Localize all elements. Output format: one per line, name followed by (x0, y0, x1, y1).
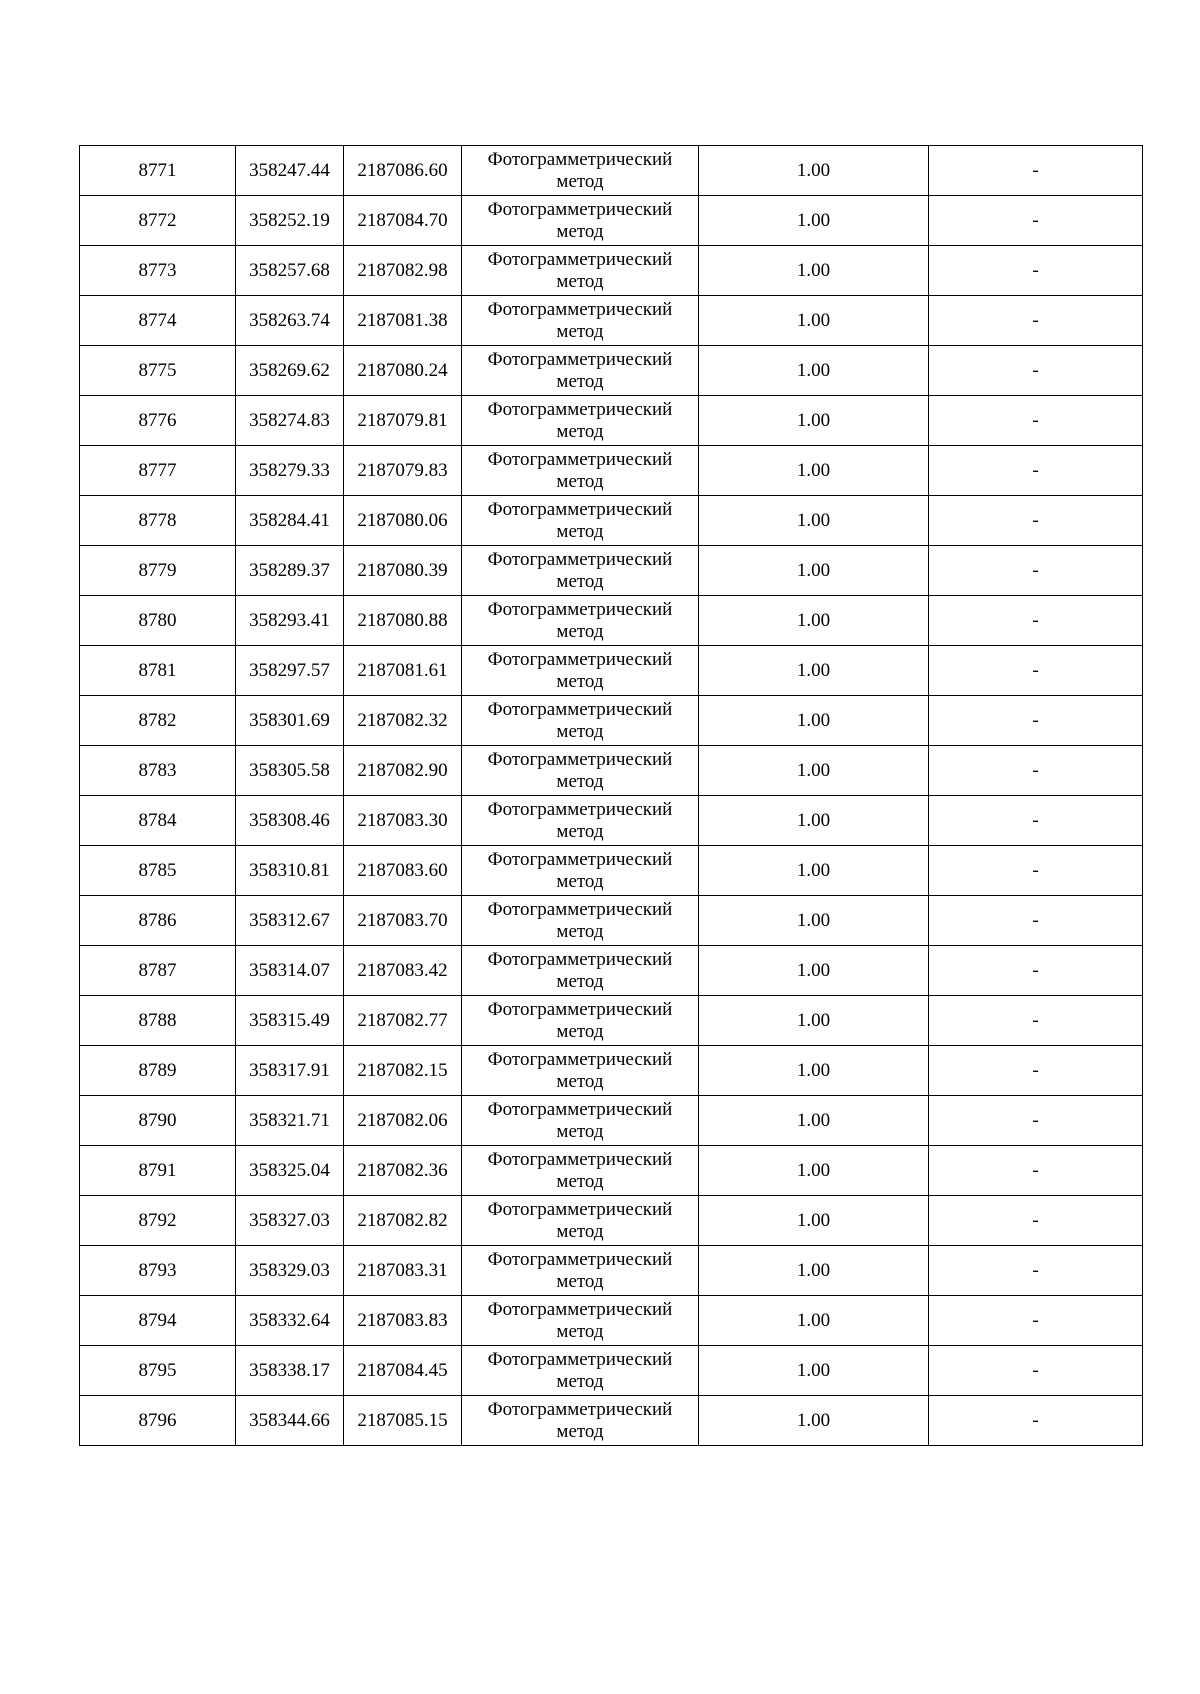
method-name: Фотограмметрический (487, 1248, 673, 1270)
table-row (80, 146, 1143, 196)
y-coordinate-cell: 2187082.98 (344, 246, 462, 296)
note-cell: - (929, 696, 1143, 746)
y-coordinate-cell: 2187083.30 (344, 796, 462, 846)
x-coordinate-cell: 358293.41 (236, 596, 344, 646)
coordinates-table (79, 145, 1143, 1446)
x-coordinate-cell: 358247.44 (236, 146, 344, 196)
method-name: Фотограмметрический (487, 1098, 673, 1120)
x-coordinate-cell: 358314.07 (236, 946, 344, 996)
note-cell: - (929, 596, 1143, 646)
y-coordinate-cell: 2187083.70 (344, 896, 462, 946)
x-coordinate-cell: 358315.49 (236, 996, 344, 1046)
y-coordinate-cell: 2187082.77 (344, 996, 462, 1046)
y-coordinate-cell: 2187081.61 (344, 646, 462, 696)
accuracy-cell: 1.00 (699, 1196, 929, 1246)
note-cell: - (929, 796, 1143, 846)
x-coordinate-cell: 358325.04 (236, 1146, 344, 1196)
table-row (80, 1196, 1143, 1246)
method-word: метод (556, 1320, 604, 1342)
x-coordinate-cell: 358305.58 (236, 746, 344, 796)
table-row (80, 446, 1143, 496)
table-row (80, 646, 1143, 696)
method-cell (462, 1396, 699, 1446)
method-cell (462, 346, 699, 396)
method-word: метод (556, 670, 604, 692)
point-number-cell: 8796 (80, 1396, 236, 1446)
method-word: метод (556, 1370, 604, 1392)
method-cell (462, 196, 699, 246)
method-cell (462, 296, 699, 346)
point-number-cell: 8777 (80, 446, 236, 496)
method-name: Фотограмметрический (487, 748, 673, 770)
y-coordinate-cell: 2187083.60 (344, 846, 462, 896)
method-name: Фотограмметрический (487, 398, 673, 420)
method-name: Фотограмметрический (487, 798, 673, 820)
accuracy-cell: 1.00 (699, 846, 929, 896)
method-name: Фотограмметрический (487, 1198, 673, 1220)
y-coordinate-cell: 2187082.32 (344, 696, 462, 746)
method-cell (462, 896, 699, 946)
method-word: метод (556, 770, 604, 792)
table-row (80, 696, 1143, 746)
accuracy-cell: 1.00 (699, 996, 929, 1046)
table-row (80, 946, 1143, 996)
point-number-cell: 8775 (80, 346, 236, 396)
accuracy-cell: 1.00 (699, 896, 929, 946)
x-coordinate-cell: 358312.67 (236, 896, 344, 946)
y-coordinate-cell: 2187083.31 (344, 1246, 462, 1296)
method-word: метод (556, 320, 604, 342)
point-number-cell: 8780 (80, 596, 236, 646)
method-word: метод (556, 170, 604, 192)
x-coordinate-cell: 358284.41 (236, 496, 344, 546)
y-coordinate-cell: 2187080.39 (344, 546, 462, 596)
point-number-cell: 8790 (80, 1096, 236, 1146)
method-word: метод (556, 720, 604, 742)
point-number-cell: 8782 (80, 696, 236, 746)
accuracy-cell: 1.00 (699, 196, 929, 246)
point-number-cell: 8781 (80, 646, 236, 696)
y-coordinate-cell: 2187082.06 (344, 1096, 462, 1146)
note-cell: - (929, 746, 1143, 796)
method-word: метод (556, 620, 604, 642)
method-name: Фотограмметрический (487, 148, 673, 170)
note-cell: - (929, 846, 1143, 896)
table-row (80, 596, 1143, 646)
note-cell: - (929, 346, 1143, 396)
x-coordinate-cell: 358321.71 (236, 1096, 344, 1146)
point-number-cell: 8772 (80, 196, 236, 246)
point-number-cell: 8792 (80, 1196, 236, 1246)
accuracy-cell: 1.00 (699, 346, 929, 396)
accuracy-cell: 1.00 (699, 746, 929, 796)
x-coordinate-cell: 358310.81 (236, 846, 344, 896)
method-word: метод (556, 1020, 604, 1042)
method-cell (462, 846, 699, 896)
note-cell: - (929, 146, 1143, 196)
method-cell (462, 796, 699, 846)
x-coordinate-cell: 358263.74 (236, 296, 344, 346)
accuracy-cell: 1.00 (699, 246, 929, 296)
x-coordinate-cell: 358338.17 (236, 1346, 344, 1396)
method-word: метод (556, 570, 604, 592)
point-number-cell: 8784 (80, 796, 236, 846)
coordinates-table-body (80, 146, 1143, 1446)
accuracy-cell: 1.00 (699, 1396, 929, 1446)
method-cell (462, 246, 699, 296)
x-coordinate-cell: 358301.69 (236, 696, 344, 746)
method-cell (462, 646, 699, 696)
method-cell (462, 1196, 699, 1246)
note-cell: - (929, 196, 1143, 246)
method-word: метод (556, 1170, 604, 1192)
note-cell: - (929, 1096, 1143, 1146)
table-row (80, 1096, 1143, 1146)
method-name: Фотограмметрический (487, 448, 673, 470)
accuracy-cell: 1.00 (699, 596, 929, 646)
note-cell: - (929, 946, 1143, 996)
x-coordinate-cell: 358329.03 (236, 1246, 344, 1296)
table-row (80, 546, 1143, 596)
note-cell: - (929, 546, 1143, 596)
y-coordinate-cell: 2187082.82 (344, 1196, 462, 1246)
accuracy-cell: 1.00 (699, 696, 929, 746)
x-coordinate-cell: 358344.66 (236, 1396, 344, 1446)
note-cell: - (929, 1196, 1143, 1246)
point-number-cell: 8778 (80, 496, 236, 546)
point-number-cell: 8774 (80, 296, 236, 346)
method-name: Фотограмметрический (487, 298, 673, 320)
table-row (80, 246, 1143, 296)
method-cell (462, 496, 699, 546)
y-coordinate-cell: 2187082.36 (344, 1146, 462, 1196)
method-cell (462, 596, 699, 646)
table-row (80, 846, 1143, 896)
method-cell (462, 146, 699, 196)
table-row (80, 496, 1143, 546)
table-row (80, 1046, 1143, 1096)
point-number-cell: 8788 (80, 996, 236, 1046)
x-coordinate-cell: 358289.37 (236, 546, 344, 596)
x-coordinate-cell: 358317.91 (236, 1046, 344, 1096)
table-row (80, 996, 1143, 1046)
method-cell (462, 1046, 699, 1096)
x-coordinate-cell: 358308.46 (236, 796, 344, 846)
method-name: Фотограмметрический (487, 248, 673, 270)
note-cell: - (929, 246, 1143, 296)
accuracy-cell: 1.00 (699, 1246, 929, 1296)
method-cell (462, 396, 699, 446)
method-name: Фотограмметрический (487, 698, 673, 720)
method-name: Фотограмметрический (487, 1348, 673, 1370)
method-cell (462, 446, 699, 496)
y-coordinate-cell: 2187084.70 (344, 196, 462, 246)
accuracy-cell: 1.00 (699, 546, 929, 596)
point-number-cell: 8795 (80, 1346, 236, 1396)
note-cell: - (929, 1296, 1143, 1346)
point-number-cell: 8783 (80, 746, 236, 796)
note-cell: - (929, 1046, 1143, 1096)
note-cell: - (929, 996, 1143, 1046)
y-coordinate-cell: 2187079.83 (344, 446, 462, 496)
method-cell (462, 1346, 699, 1396)
y-coordinate-cell: 2187085.15 (344, 1396, 462, 1446)
accuracy-cell: 1.00 (699, 1096, 929, 1146)
method-word: метод (556, 1120, 604, 1142)
y-coordinate-cell: 2187082.15 (344, 1046, 462, 1096)
table-row (80, 196, 1143, 246)
point-number-cell: 8789 (80, 1046, 236, 1096)
note-cell: - (929, 446, 1143, 496)
method-name: Фотограмметрический (487, 198, 673, 220)
point-number-cell: 8771 (80, 146, 236, 196)
method-name: Фотограмметрический (487, 1148, 673, 1170)
method-cell (462, 746, 699, 796)
method-name: Фотограмметрический (487, 598, 673, 620)
note-cell: - (929, 1396, 1143, 1446)
point-number-cell: 8773 (80, 246, 236, 296)
point-number-cell: 8794 (80, 1296, 236, 1346)
y-coordinate-cell: 2187082.90 (344, 746, 462, 796)
table-row (80, 796, 1143, 846)
method-word: метод (556, 220, 604, 242)
method-cell (462, 1146, 699, 1196)
x-coordinate-cell: 358252.19 (236, 196, 344, 246)
point-number-cell: 8776 (80, 396, 236, 446)
x-coordinate-cell: 358274.83 (236, 396, 344, 446)
method-name: Фотограмметрический (487, 498, 673, 520)
table-row (80, 1146, 1143, 1196)
accuracy-cell: 1.00 (699, 1146, 929, 1196)
method-cell (462, 996, 699, 1046)
method-word: метод (556, 870, 604, 892)
accuracy-cell: 1.00 (699, 146, 929, 196)
method-word: метод (556, 1070, 604, 1092)
method-cell (462, 1246, 699, 1296)
method-word: метод (556, 1220, 604, 1242)
note-cell: - (929, 896, 1143, 946)
y-coordinate-cell: 2187079.81 (344, 396, 462, 446)
method-word: метод (556, 470, 604, 492)
y-coordinate-cell: 2187080.88 (344, 596, 462, 646)
method-name: Фотограмметрический (487, 898, 673, 920)
method-word: метод (556, 370, 604, 392)
y-coordinate-cell: 2187083.42 (344, 946, 462, 996)
method-name: Фотограмметрический (487, 1398, 673, 1420)
method-word: метод (556, 970, 604, 992)
table-row (80, 1396, 1143, 1446)
method-cell (462, 546, 699, 596)
x-coordinate-cell: 358332.64 (236, 1296, 344, 1346)
table-row (80, 746, 1143, 796)
accuracy-cell: 1.00 (699, 446, 929, 496)
table-row (80, 1246, 1143, 1296)
method-name: Фотограмметрический (487, 1048, 673, 1070)
table-row (80, 1296, 1143, 1346)
accuracy-cell: 1.00 (699, 946, 929, 996)
method-name: Фотограмметрический (487, 948, 673, 970)
table-row (80, 296, 1143, 346)
note-cell: - (929, 496, 1143, 546)
x-coordinate-cell: 358269.62 (236, 346, 344, 396)
note-cell: - (929, 1346, 1143, 1396)
y-coordinate-cell: 2187083.83 (344, 1296, 462, 1346)
accuracy-cell: 1.00 (699, 1046, 929, 1096)
accuracy-cell: 1.00 (699, 646, 929, 696)
point-number-cell: 8791 (80, 1146, 236, 1196)
note-cell: - (929, 396, 1143, 446)
table-row (80, 1346, 1143, 1396)
point-number-cell: 8787 (80, 946, 236, 996)
note-cell: - (929, 296, 1143, 346)
y-coordinate-cell: 2187086.60 (344, 146, 462, 196)
point-number-cell: 8779 (80, 546, 236, 596)
y-coordinate-cell: 2187080.06 (344, 496, 462, 546)
accuracy-cell: 1.00 (699, 396, 929, 446)
y-coordinate-cell: 2187084.45 (344, 1346, 462, 1396)
y-coordinate-cell: 2187080.24 (344, 346, 462, 396)
point-number-cell: 8785 (80, 846, 236, 896)
note-cell: - (929, 1146, 1143, 1196)
method-name: Фотограмметрический (487, 548, 673, 570)
method-cell (462, 1296, 699, 1346)
table-row (80, 396, 1143, 446)
table-row (80, 896, 1143, 946)
method-cell (462, 946, 699, 996)
method-word: метод (556, 820, 604, 842)
x-coordinate-cell: 358297.57 (236, 646, 344, 696)
method-word: метод (556, 420, 604, 442)
point-number-cell: 8793 (80, 1246, 236, 1296)
method-name: Фотограмметрический (487, 648, 673, 670)
accuracy-cell: 1.00 (699, 1346, 929, 1396)
method-name: Фотограмметрический (487, 848, 673, 870)
method-word: метод (556, 1420, 604, 1442)
method-cell (462, 1096, 699, 1146)
table-row (80, 346, 1143, 396)
note-cell: - (929, 1246, 1143, 1296)
method-word: метод (556, 270, 604, 292)
method-name: Фотограмметрический (487, 998, 673, 1020)
method-name: Фотограмметрический (487, 348, 673, 370)
method-cell (462, 696, 699, 746)
accuracy-cell: 1.00 (699, 1296, 929, 1346)
accuracy-cell: 1.00 (699, 796, 929, 846)
accuracy-cell: 1.00 (699, 496, 929, 546)
method-word: метод (556, 520, 604, 542)
note-cell: - (929, 646, 1143, 696)
accuracy-cell: 1.00 (699, 296, 929, 346)
x-coordinate-cell: 358327.03 (236, 1196, 344, 1246)
method-word: метод (556, 1270, 604, 1292)
y-coordinate-cell: 2187081.38 (344, 296, 462, 346)
method-word: метод (556, 920, 604, 942)
x-coordinate-cell: 358279.33 (236, 446, 344, 496)
method-name: Фотограмметрический (487, 1298, 673, 1320)
point-number-cell: 8786 (80, 896, 236, 946)
x-coordinate-cell: 358257.68 (236, 246, 344, 296)
